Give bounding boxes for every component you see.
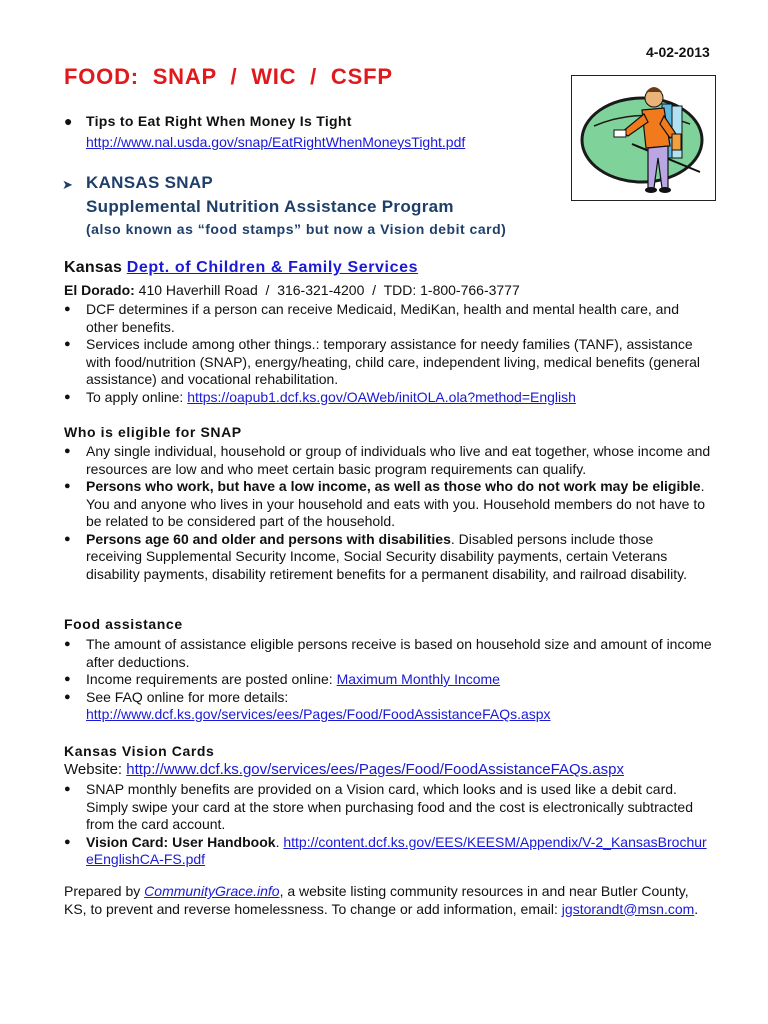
dcf-link[interactable]: Dept. of Children & Family Services (126, 259, 419, 276)
footer-text: , a website listing community resources in and near Butler County, KS, to prevent and reverse homelessness. To change or add information, email: (64, 883, 689, 917)
tip-title: Tips to Eat Right When Money Is Tight (86, 113, 352, 129)
food-heading: Food assistance (64, 616, 183, 632)
list-item-text: Income requirements are posted online: (86, 671, 337, 687)
location-label: El Dorado: (64, 282, 135, 298)
list-item: ● Vision Card: User Handbook. http://content.dcf.ks.gov/EES/KEESM/Appendix/V-2_KansasBrochureEnglishCA-FS.pdf (64, 833, 707, 867)
list-item-bold: Persons who work, but have a low income, as well as those who do not work may be eligible (86, 478, 701, 494)
dcf-heading (64, 259, 418, 277)
document-date: 4-02-2013 (646, 44, 710, 60)
dcf-list (64, 301, 712, 406)
kansas-snap-note: (also known as “food stamps” but now a Vision debit card) (86, 221, 507, 237)
apply-online-link[interactable]: https://oapub1.dcf.ks.gov/OAWeb/initOLA.ola?method=English (187, 388, 576, 405)
location-text: 410 Haverhill Road / 316-321-4200 / TDD: 1-800-766-3777 (134, 282, 520, 298)
kansas-snap-subtitle: Supplemental Nutrition Assistance Program (86, 197, 454, 216)
list-item: ● Any single individual, household or group of individuals who live and eat together, whose income and resources are low and who meet certain basic program requirements can qualify. (64, 443, 711, 477)
dcf-location (64, 282, 520, 298)
list-item-bold: Persons age 60 and older and persons with disabilities (86, 530, 451, 547)
list-item-text: To apply online: (86, 388, 188, 405)
list-item-text: DCF determines if a person can receive Medicaid, MediKan, health and mental health care, and other benefits. (86, 301, 679, 335)
handbook-link[interactable]: http://content.dcf.ks.gov/EES/KEESM/Appendix/V-2_KansasBrochureEnglishCA-FS.pdf (86, 833, 707, 867)
list-item: ● The amount of assistance eligible persons receive is based on household size and amount of income after deductions. (64, 636, 712, 670)
list-item-text: The amount of assistance eligible persons receive is based on household size and amount of income after deductions. (86, 636, 712, 670)
page-title: FOOD: SNAP / WIC / CSFP (64, 64, 393, 89)
vision-list (64, 781, 712, 869)
list-item: ● DCF determines if a person can receive Medicaid, MediKan, health and mental health care, and other benefits. (64, 301, 679, 335)
website-label: Website: (64, 761, 127, 778)
list-item: ● To apply online: https://oapub1.dcf.ks.gov/OAWeb/initOLA.ola?method=English (64, 388, 576, 405)
email-link[interactable]: jgstorandt@msn.com (561, 900, 695, 917)
arrow-bullet-icon: ➤ (62, 177, 73, 192)
list-item-text: . You and anyone who lives in your household and eats with you. Household members do not have to be related to be considered part of the household. (86, 478, 706, 529)
list-item: ● Persons who work, but have a low income, as well as those who do not work may be eligible. You and anyone who lives in your household and eats with you. Household members do not have to be related to be considered part of the household. (64, 478, 706, 529)
max-income-link[interactable]: Maximum Monthly Income (336, 671, 500, 687)
list-item-text: See FAQ online for more details: (86, 688, 289, 705)
list-item-text: Services include among other things.: temporary assistance for needy families (TANF), assistance with food/nutrition (SNAP), energy/heating, child care, independent living, medical benefits (general assistance) and vocational rehabilitation. (86, 336, 701, 387)
list-item-bold: Vision Card: User Handbook (86, 833, 276, 850)
person-buying-food-clipart-icon (571, 75, 716, 201)
community-grace-link[interactable]: CommunityGrace.info (144, 883, 280, 899)
list-item: ● SNAP monthly benefits are provided on a Vision card, which looks and is used like a debit card. Simply swipe your card at the store when purchasing food and the cost is electronically subtracted from the card account. (64, 781, 693, 832)
list-item: ● Persons age 60 and older and persons with disabilities. Disabled persons include those receiving Supplemental Security Income, Social Security disability payments, certain Veterans disability payments, disability retirement benefits for a permanent disability, and railroad disability. (64, 530, 687, 582)
footer-prefix: Prepared by (64, 883, 145, 899)
footer-note (64, 883, 704, 918)
list-item-text: Any single individual, household or group of individuals who live and eat together, whose income and resources are low and who meet certain basic program requirements can qualify. (86, 443, 711, 477)
vision-heading: Kansas Vision Cards (64, 743, 215, 759)
faq-link[interactable]: http://www.dcf.ks.gov/services/ees/Pages/Food/FoodAssistanceFAQs.aspx (86, 706, 551, 722)
list-item-text: . (275, 833, 284, 850)
food-list (64, 636, 712, 724)
footer-end: . (694, 900, 699, 917)
kansas-snap-title: KANSAS SNAP (86, 173, 214, 192)
vision-website-link[interactable]: http://www.dcf.ks.gov/services/ees/Pages/Food/FoodAssistanceFAQs.aspx (126, 761, 624, 778)
tip-link[interactable]: http://www.nal.usda.gov/snap/EatRightWhenMoneysTight.pdf (86, 134, 466, 150)
list-item-text: . Disabled persons include those receiving Supplemental Security Income, Social Security disability payments, certain Veterans disability payments, disability retirement benefits for a permanent disability, and railroad disability. (86, 530, 687, 582)
list-item-text: SNAP monthly benefits are provided on a Vision card, which looks and is used like a debit card. Simply swipe your card at the store when purchasing food and the cost is electronically subtracted from the card account. (86, 781, 693, 832)
list-item: ● See FAQ online for more details: http://www.dcf.ks.gov/services/ees/Pages/Food/FoodAssistanceFAQs.aspx (64, 688, 551, 722)
bullet: ● (64, 113, 73, 129)
eligible-heading: Who is eligible for SNAP (64, 424, 242, 440)
eligible-list (64, 443, 712, 583)
list-item: ● Income requirements are posted online: Maximum Monthly Income (64, 671, 500, 687)
vision-website (64, 761, 624, 778)
dcf-prefix: Kansas (64, 259, 123, 276)
list-item: ● Services include among other things.: temporary assistance for needy families (TANF), assistance with food/nutrition (SNAP), energy/heating, child care, independent living, medical benefits (general assistance) and vocational rehabilitation. (64, 336, 701, 387)
